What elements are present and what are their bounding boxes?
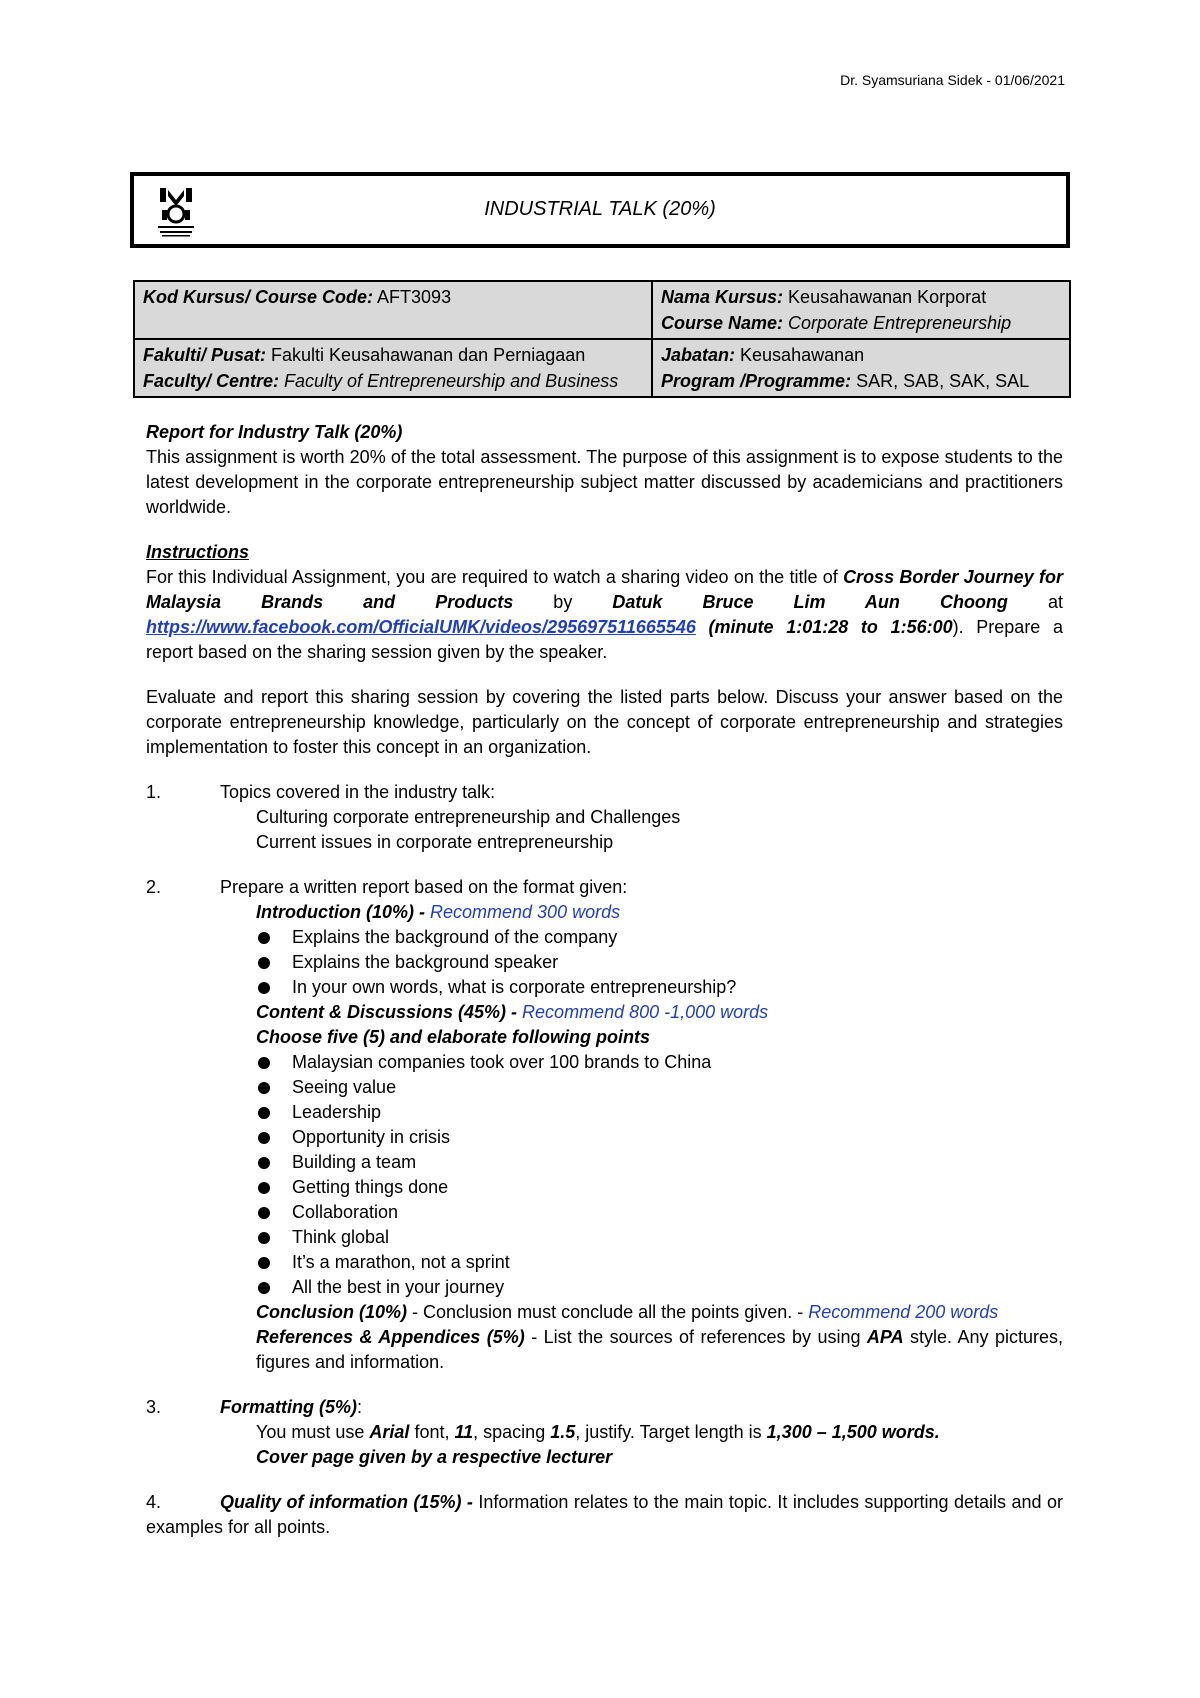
list-item-3 [146,1395,1063,1420]
quality-label: Quality of information (15%) - [220,1492,473,1512]
item-number: 3. [146,1397,162,1417]
bullet-icon [258,1157,270,1169]
sub-item [146,1325,1063,1375]
course-code-value: AFT3093 [373,287,452,307]
page-title: INDUSTRIAL TALK (20%) [484,198,716,220]
bullet-item [146,1250,1063,1275]
intro-recommend: Recommend 300 words [430,902,621,922]
bullet-text: Collaboration [292,1202,399,1222]
item-number: 1. [146,782,162,802]
bullet-item [146,925,1063,950]
list-item-4 [146,1490,1063,1540]
bullet-text: It’s a marathon, not a sprint [292,1252,510,1272]
bullet-icon [258,1257,270,1269]
sub-item [146,830,1063,855]
bullet-item [146,1225,1063,1250]
course-info-table [133,280,1071,398]
evaluate-paragraph: Evaluate and report this sharing session by covering the listed parts below. Discuss your answer based on the corporate entrepreneurship knowledge, particularly on the concept of corporate entrepreneurship and strategies implementation to foster this concept in an organization. [146,687,1063,757]
nama-kursus-value: Keusahawanan Korporat [783,287,987,307]
faculty-value: Faculty of Entrepreneurship and Business [279,371,619,391]
author-date: Dr. Syamsuriana Sidek - 01/06/2021 [840,72,1065,88]
course-name-cell [652,281,1070,339]
apa-label: APA [866,1327,904,1347]
fakulti-label: Fakulti/ Pusat: [143,345,267,365]
bullet-item [146,950,1063,975]
faculty-label: Faculty/ Centre: [143,371,280,391]
bullet-text: Leadership [292,1102,382,1122]
item-text: Topics covered in the industry talk: [220,782,496,802]
bullet-icon [258,1107,270,1119]
format-font: Arial [369,1422,410,1442]
format-text: You must use [256,1422,370,1442]
jabatan-label: Jabatan: [661,345,736,365]
content-recommend: Recommend 800 -1,000 words [522,1002,769,1022]
bullet-text: In your own words, what is corporate entrepreneurship? [292,977,737,997]
video-link[interactable]: https://www.facebook.com/OfficialUMK/videos/295697511665546 [146,617,696,637]
bullet-icon [258,982,270,994]
bullet-icon [258,932,270,944]
format-size: 11 [454,1422,474,1442]
bullet-text: Getting things done [292,1177,449,1197]
bullet-icon [258,1132,270,1144]
video-title: Cross Border Journey for Malaysia Brands and Products [146,567,1063,612]
list-item-1 [146,780,1063,805]
faculty-cell [134,339,652,397]
bullet-text: Explains the background of the company [292,927,618,947]
bullet-text: Seeing value [292,1077,397,1097]
format-text: , spacing [473,1422,551,1442]
jabatan-value: Keusahawanan [735,345,865,365]
bullet-item [146,1125,1063,1150]
bullet-item [146,975,1063,1000]
sub-item [146,805,1063,830]
bullet-item [146,1275,1063,1300]
instr-text-2: by [513,592,613,612]
bullet-icon [258,957,270,969]
references-text-2: style. Any pictures, figures and information. [256,1327,1063,1372]
bullet-text: Opportunity in crisis [292,1127,451,1147]
formatting-label: Formatting (5%) [220,1397,357,1417]
speaker-name: Datuk Bruce Lim Aun Choong [612,592,1008,612]
cover-page-text: Cover page given by a respective lecturer [256,1447,613,1467]
choose-label: Choose five (5) and elaborate following points [256,1027,651,1047]
bullet-item [146,1150,1063,1175]
references-text-1: - List the sources of references by using [524,1327,867,1347]
sub-item-text: Current issues in corporate entrepreneurship [256,832,614,852]
bullet-item [146,1050,1063,1075]
programme-label: Program /Programme: [661,371,852,391]
title-box [130,172,1070,248]
conclusion-text: - Conclusion must conclude all the points given. - [407,1302,809,1322]
minute-range: (minute 1:01:28 to 1:56:00 [695,617,953,637]
bullet-item [146,1075,1063,1100]
bullet-icon [258,1057,270,1069]
format-text: , justify. Target length is [575,1422,767,1442]
quality-text: Information relates to the main topic. It includes supporting details and or examples for all points. [146,1492,1063,1537]
bullet-text: Building a team [292,1152,417,1172]
instructions-heading: Instructions [146,542,250,562]
format-text: font, [409,1422,455,1442]
bullet-icon [258,1207,270,1219]
sub-item [146,1025,1063,1050]
sub-item [146,1000,1063,1025]
formatting-colon: : [357,1397,363,1417]
sub-item [146,1300,1063,1325]
instructions-paragraph [146,565,1063,665]
course-name-value: Corporate Entrepreneurship [783,313,1012,333]
bullet-text: Explains the background speaker [292,952,559,972]
bullet-text: All the best in your journey [292,1277,505,1297]
sub-item [146,900,1063,925]
course-code-cell [134,281,652,339]
instr-text-1: For this Individual Assignment, you are required to watch a sharing video on the title of [146,567,844,587]
bullet-icon [258,1082,270,1094]
item-number: 4. [146,1492,162,1512]
bullet-text: Think global [292,1227,390,1247]
report-heading: Report for Industry Talk (20%) [146,422,403,442]
report-body: This assignment is worth 20% of the total assessment. The purpose of this assignment is to expose students to the latest development in the corporate entrepreneurship subject matter discussed by academicians and practitioners worldwide. [146,447,1063,517]
instr-text-3: at [1007,592,1063,612]
document-content [146,420,1063,1540]
nama-kursus-label: Nama Kursus: [661,287,784,307]
bullet-item [146,1100,1063,1125]
instr-text-4: ). Prepare a report based on the sharing session given by the speaker. [146,617,1063,662]
references-label: References & Appendices (5%) [256,1327,525,1347]
bullet-icon [258,1232,270,1244]
sub-item-text: Culturing corporate entrepreneurship and Challenges [256,807,681,827]
department-cell [652,339,1070,397]
course-code-label: Kod Kursus/ Course Code: [143,287,374,307]
conclusion-recommend: Recommend 200 words [808,1302,999,1322]
list-item-2 [146,875,1063,900]
item-text: Prepare a written report based on the format given: [220,877,628,897]
bullet-item [146,1200,1063,1225]
sub-item [146,1445,1063,1470]
bullet-icon [258,1282,270,1294]
fakulti-value: Fakulti Keusahawanan dan Perniagaan [266,345,586,365]
bullet-text: Malaysian companies took over 100 brands to China [292,1052,712,1072]
programme-value: SAR, SAB, SAK, SAL [851,371,1030,391]
sub-item [146,1420,1063,1445]
format-length: 1,300 – 1,500 words. [766,1422,940,1442]
content-label: Content & Discussions (45%) - [256,1002,523,1022]
intro-label: Introduction (10%) - [256,902,430,922]
format-spacing: 1.5 [550,1422,576,1442]
bullet-item [146,1175,1063,1200]
course-name-label: Course Name: [661,313,784,333]
item-number: 2. [146,877,162,897]
conclusion-label: Conclusion (10%) [256,1302,408,1322]
bullet-icon [258,1182,270,1194]
